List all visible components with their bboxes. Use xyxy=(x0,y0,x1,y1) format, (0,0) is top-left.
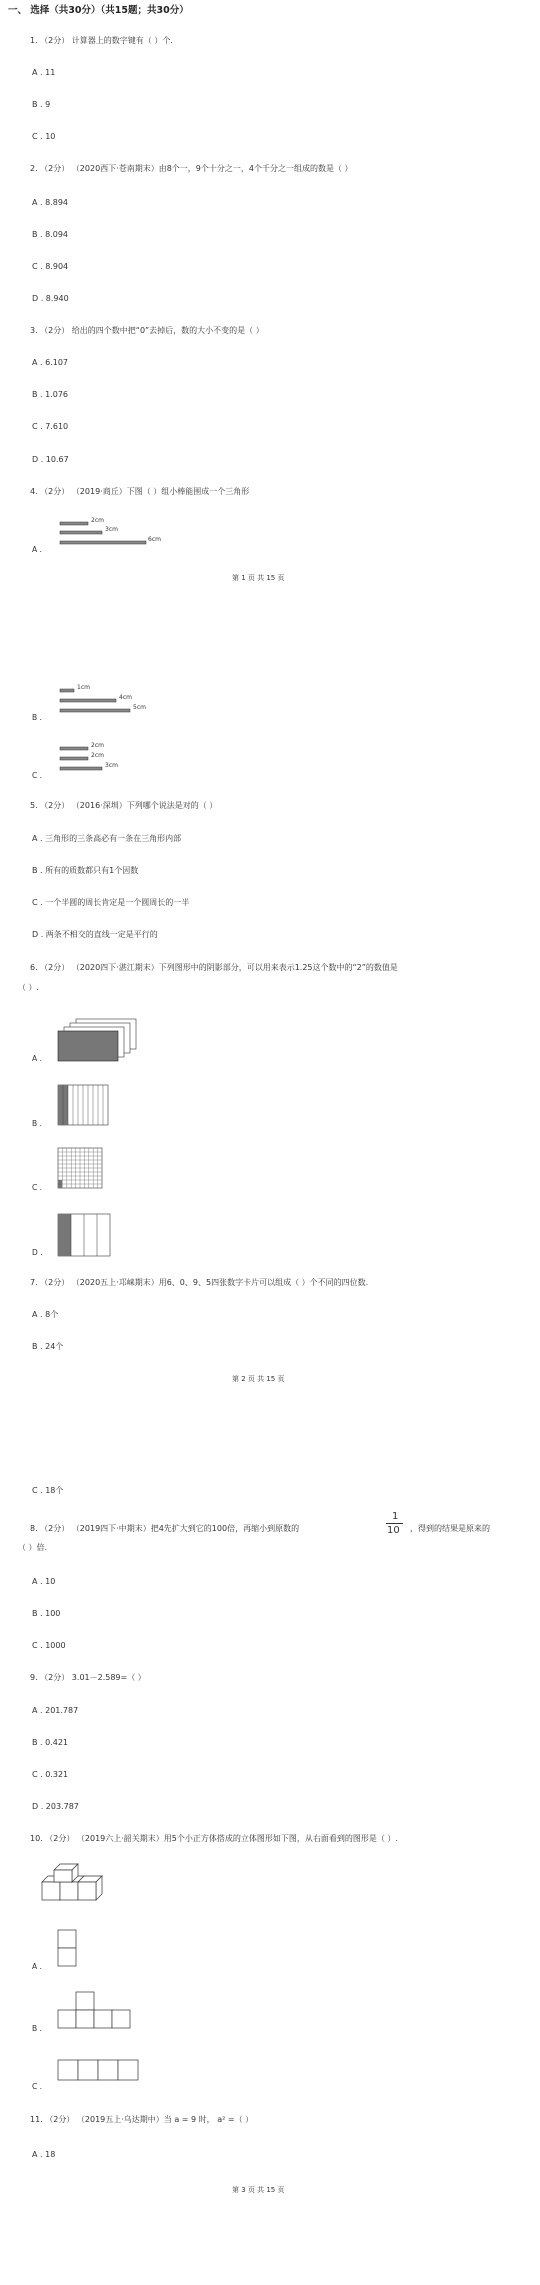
question-11-stem: 11. （2分） （2019五上·乌达期中）当 a = 9 时， a² =（ ） xyxy=(30,2115,254,2124)
q7-option-c[interactable]: C . 18个 xyxy=(32,1486,64,1495)
q2-option-a[interactable]: A . 8.894 xyxy=(32,198,69,207)
q6-option-c[interactable]: C . xyxy=(32,1183,43,1192)
q4-sticks-c xyxy=(56,742,176,778)
question-4-stem: 4. （2分） （2019·商丘）下图（ ）组小棒能围成一个三角形 xyxy=(30,487,250,496)
question-6-stem: 6. （2分） （2020四下·湛江期末）下列图形中的阴影部分，可以用来表示1.25这个数中的“2”的数值是 xyxy=(30,963,398,972)
q6-figure-b xyxy=(56,1083,116,1127)
q4-sticks-b xyxy=(56,684,176,720)
q3-option-d[interactable]: D . 10.67 xyxy=(32,455,69,464)
q10-figure-c xyxy=(56,2058,146,2082)
q4-stick-c1-label: 2cm xyxy=(91,742,104,749)
q4-stick-b2-label: 4cm xyxy=(119,694,132,701)
q8-option-c[interactable]: C . 1000 xyxy=(32,1641,66,1650)
section-title: 一、 选择（共30分）（共15题；共30分） xyxy=(8,5,189,16)
q1-option-b[interactable]: B . 9 xyxy=(32,100,51,109)
question-2-stem: 2. （2分） （2020西下·苍南期末）由8个一，9个十分之一，4个千分之一组成的数是（ ） xyxy=(30,164,353,173)
q8-option-b[interactable]: B . 100 xyxy=(32,1609,61,1618)
q10-option-b[interactable]: B . xyxy=(32,2024,42,2033)
q5-option-c[interactable]: C . 一个半圆的周长肯定是一个圆周长的一半 xyxy=(32,898,190,907)
q9-option-b[interactable]: B . 0.421 xyxy=(32,1738,69,1747)
q6-option-d[interactable]: D . xyxy=(32,1248,43,1257)
q10-option-c[interactable]: C . xyxy=(32,2082,43,2091)
q6-figure-c xyxy=(56,1146,106,1192)
q8-fraction-denominator: 10 xyxy=(387,1525,400,1536)
q8-fraction-numerator: 1 xyxy=(392,1511,399,1522)
q5-option-d[interactable]: D . 两条不相交的直线一定是平行的 xyxy=(32,930,158,939)
question-3-stem: 3. （2分） 给出的四个数中把“0”去掉后，数的大小不变的是（ ） xyxy=(30,326,264,335)
q4-stick-c3-label: 3cm xyxy=(105,762,118,769)
question-1-stem: 1. （2分） 计算器上的数字键有（ ）个. xyxy=(30,36,173,45)
q9-option-a[interactable]: A . 201.787 xyxy=(32,1706,79,1715)
q8-fraction-bar xyxy=(386,1523,403,1524)
q6-option-a[interactable]: A . xyxy=(32,1054,42,1063)
q10-solid-figure xyxy=(40,1862,120,1910)
q3-option-a[interactable]: A . 6.107 xyxy=(32,358,69,367)
question-8-stem: 8. （2分） （2019四下·中期末）把4先扩大到它的100倍，再缩小到原数的 xyxy=(30,1524,300,1533)
q6-figure-d xyxy=(56,1212,116,1258)
q4-stick-a3-label: 6cm xyxy=(148,536,161,543)
q6-figure-a xyxy=(56,1017,146,1065)
q7-option-a[interactable]: A . 8个 xyxy=(32,1310,59,1319)
q9-option-c[interactable]: C . 0.321 xyxy=(32,1770,69,1779)
q4-stick-b1-label: 1cm xyxy=(77,684,90,691)
q4-stick-a2-label: 3cm xyxy=(105,526,118,533)
question-8-stem-after: ，得到的结果是原来的 xyxy=(410,1524,490,1533)
q11-option-a[interactable]: A . 18 xyxy=(32,2150,56,2159)
q2-option-d[interactable]: D . 8.940 xyxy=(32,294,69,303)
q9-option-d[interactable]: D . 203.787 xyxy=(32,1802,79,1811)
q5-option-b[interactable]: B . 所有的质数都只有1个因数 xyxy=(32,866,139,875)
q8-option-a[interactable]: A . 10 xyxy=(32,1577,56,1586)
q10-figure-b xyxy=(56,1990,136,2032)
question-10-stem: 10. （2分） （2019六上·韶关期末）用5个小正方体搭成的立体图形如下图，从右面看到的图形是（ ）. xyxy=(30,1834,398,1843)
q10-option-a[interactable]: A . xyxy=(32,1962,42,1971)
q4-sticks-a xyxy=(56,517,176,553)
q4-option-b[interactable]: B . xyxy=(32,713,42,722)
q3-option-b[interactable]: B . 1.076 xyxy=(32,390,69,399)
q3-option-c[interactable]: C . 7.610 xyxy=(32,422,69,431)
question-7-stem: 7. （2分） （2020五上·邛崃期末）用6、0、9、5四张数字卡片可以组成（ ）个不同的四位数. xyxy=(30,1278,369,1287)
q2-option-c[interactable]: C . 8.904 xyxy=(32,262,69,271)
q5-option-a[interactable]: A . 三角形的三条高必有一条在三角形内部 xyxy=(32,834,182,843)
question-5-stem: 5. （2分） （2016·深圳）下列哪个说法是对的（ ） xyxy=(30,801,218,810)
q1-option-c[interactable]: C . 10 xyxy=(32,132,56,141)
question-8-stem-cont: （ ）倍. xyxy=(18,1543,48,1552)
q2-option-b[interactable]: B . 8.094 xyxy=(32,230,69,239)
q4-stick-a1-label: 2cm xyxy=(91,517,104,524)
q1-option-a[interactable]: A . 11 xyxy=(32,68,56,77)
q10-figure-a xyxy=(56,1928,86,1970)
question-6-stem-cont: （ ）. xyxy=(18,983,40,992)
question-9-stem: 9. （2分） 3.01－2.589=（ ） xyxy=(30,1673,146,1682)
q4-stick-b3-label: 5cm xyxy=(133,704,146,711)
q6-option-b[interactable]: B . xyxy=(32,1119,42,1128)
page-footer-1: 第 1 页 共 15 页 xyxy=(232,574,285,582)
q4-stick-c2-label: 2cm xyxy=(91,752,104,759)
q4-option-a[interactable]: A . xyxy=(32,545,42,554)
q7-option-b[interactable]: B . 24个 xyxy=(32,1342,64,1351)
page-footer-2: 第 2 页 共 15 页 xyxy=(232,1375,285,1383)
q4-option-c[interactable]: C . xyxy=(32,771,43,780)
page-footer-3: 第 3 页 共 15 页 xyxy=(232,2186,285,2194)
